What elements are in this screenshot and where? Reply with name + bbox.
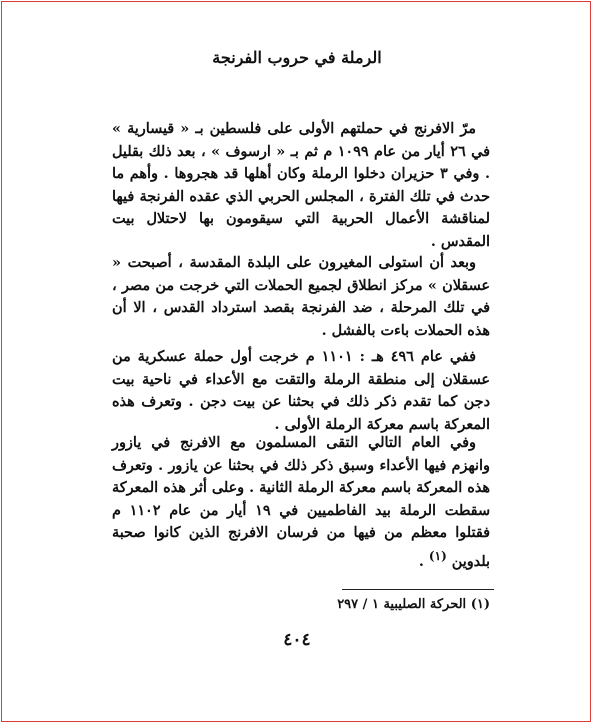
paragraph-2: وبعد أن استولى المغيرون على البلدة المقدسة ، أصبحت « عسقلان » مركز انطلاق لجميع الحملات التي خرجت من مصر ، في تلك المرحلة ، ضد الفرنجة بقصد استرداد القدس ، الا أن هذه الحملات باءت بالفشل . [112,254,490,339]
paragraph-4-end: . [418,552,424,570]
paragraph-4-text: وفي العام التالي التقى المسلمون مع الافرنج في يازور وانهزم فيها الأعداء وسبق ذكر ذلك في بحثنا عن يازور . وتعرف هذه المعركة باسم معركة الرملة الثانية . وعلى أثر هذه المعركة سقطت الرملة بيد الفاطميين في ١٩ أيار من عام ١١٠٢ م فقتلوا معظم من فيها من فرسان الافرنج الذين كانوا صحبة بلدوين [112,434,491,570]
paragraph-4 [112,432,490,573]
paragraph-1: مرّ الافرنج في حملتهم الأولى على فلسطين بـ « قيسارية » في ٢٦ أيار من عام ١٠٩٩ م ثم بـ « ارسوف » ، بعد ذلك بقليل . وفي ٣ حزيران دخلوا الرملة وكان أهلها قد هجروها . وأهم ما حدث في تلك الفترة ، المجلس الحربي الذي عقده الفرنجة فيها لمناقشة الأعمال الحربية التي سيقومون بها لاحتلال بيت المقدس . [112,120,490,250]
paragraph-3: ففي عام ٤٩٦ هـ : ١١٠١ م خرجت أول حملة عسكرية من عسقلان إلى منطقة الرملة والتقت مع الأعداء في ناحية بيت دجن كما تقدم ذكر ذلك في بحثنا عن بيت دجن . وتعرف هذه المعركة باسم معركة الرملة الأولى . [112,348,490,433]
footnote-divider [342,589,494,590]
page-number: ٤٠٤ [283,630,311,650]
footnote: (١) الحركة الصليبية ١ / ٢٩٧ [337,597,490,612]
footnote-marker: (١) [428,548,447,563]
page-title: الرملة في حروب الفرنجة [212,48,382,67]
